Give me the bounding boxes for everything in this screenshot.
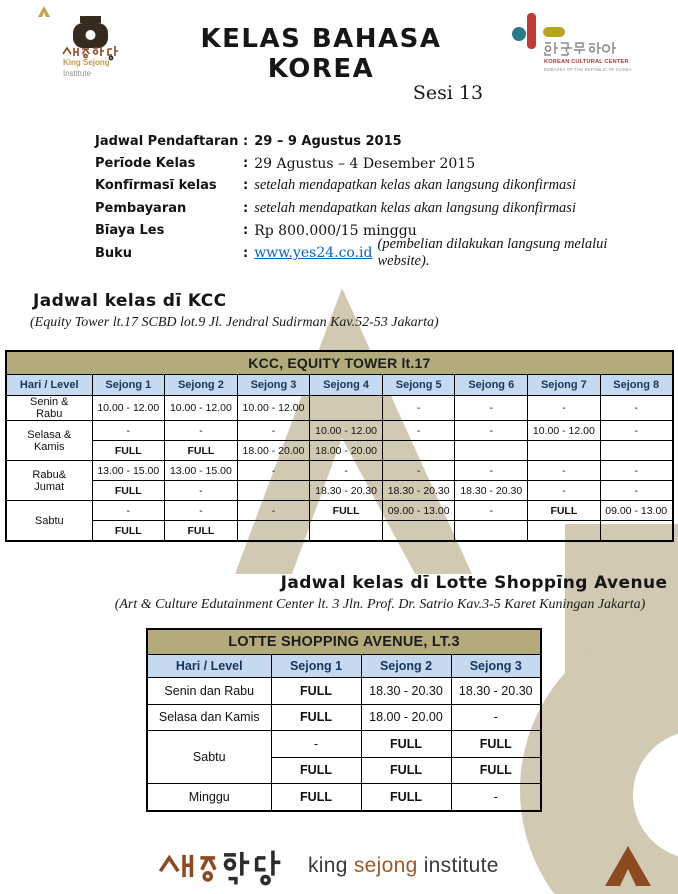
column-header: Sejong 2 <box>361 655 451 678</box>
table-row <box>6 481 673 501</box>
schedule-cell: 10.00 - 12.00 <box>310 421 383 441</box>
column-header: Sejong 5 <box>382 375 455 396</box>
kcc-sub-line: EMBASSY OF THE REPUBLIC OF KOREA <box>544 67 632 72</box>
schedule-cell: - <box>451 784 541 811</box>
schedule-cell: 10.00 - 12.00 <box>528 421 601 441</box>
day-cell: Senin & Rabu <box>6 396 92 421</box>
schedule-cell: 18.30 - 20.30 <box>382 481 455 501</box>
schedule-cell: 18.30 - 20.30 <box>451 678 541 705</box>
day-cell: Sabtu <box>6 501 92 542</box>
schedule-cell: 18.30 - 20.30 <box>361 678 451 705</box>
schedule-cell: - <box>165 501 238 521</box>
schedule-cell: 10.00 - 12.00 <box>237 396 310 421</box>
info-label: Konfīrmasī kelas <box>95 178 217 194</box>
column-header: Sejong 6 <box>455 375 528 396</box>
kcc-schedule-table <box>5 350 674 542</box>
column-header: Sejong 1 <box>271 655 361 678</box>
schedule-cell: FULL <box>528 501 601 521</box>
schedule-cell: FULL <box>310 501 383 521</box>
sejong-jamo-logo-icon <box>158 846 296 886</box>
schedule-cell: FULL <box>451 731 541 758</box>
footer-word-sejong: sejong <box>353 854 418 877</box>
king-sejong-name: King Sejong <box>63 58 110 67</box>
column-header: Sejong 7 <box>528 375 601 396</box>
schedule-cell <box>310 396 383 421</box>
schedule-cell: FULL <box>165 441 238 461</box>
schedule-cell: - <box>165 421 238 441</box>
schedule-cell <box>528 441 601 461</box>
gold-caret-icon <box>38 6 50 17</box>
schedule-cell: - <box>600 421 673 441</box>
bell-hole <box>86 30 96 40</box>
kcc-section-address: (Equity Tower lt.17 SCBD lot.9 Jl. Jendral Sudirman Kav.52-53 Jakarta) <box>30 315 439 330</box>
table-title: LOTTE SHOPPING AVENUE, LT.3 <box>147 629 541 655</box>
schedule-cell <box>600 521 673 542</box>
schedule-cell: - <box>455 396 528 421</box>
schedule-cell: - <box>451 704 541 731</box>
info-value: 29 Agustus – 4 Desember 2015 <box>254 155 476 172</box>
session-label: Sesi 13 <box>412 82 484 104</box>
schedule-cell <box>528 521 601 542</box>
table-row <box>147 784 541 811</box>
info-row-buku <box>95 236 655 270</box>
kcc-hangul-icon <box>545 42 616 55</box>
table-row <box>6 441 673 461</box>
schedule-cell: FULL <box>165 521 238 542</box>
info-value: setelah mendapatkan kelas akan langsung dikonfirmasi <box>254 177 576 194</box>
schedule-cell: 18.00 - 20.00 <box>361 704 451 731</box>
schedule-cell: FULL <box>92 481 165 501</box>
info-row-pembayaran <box>95 197 655 219</box>
schedule-cell <box>455 441 528 461</box>
info-label: Pembayaran <box>95 200 187 216</box>
king-sejong-institute-logo <box>30 4 142 86</box>
info-value: (pembelian dilakukan langsung melalui website). <box>377 236 608 270</box>
schedule-cell <box>237 481 310 501</box>
schedule-cell: FULL <box>271 704 361 731</box>
column-header: Sejong 4 <box>310 375 383 396</box>
schedule-cell <box>600 441 673 461</box>
schedule-cell: - <box>382 461 455 481</box>
schedule-cell: - <box>528 481 601 501</box>
bell-top <box>80 16 101 23</box>
footer-wordmark <box>308 854 499 878</box>
column-header: Sejong 2 <box>165 375 238 396</box>
day-cell: Rabu& Jumat <box>6 461 92 501</box>
table-row <box>147 678 541 705</box>
schedule-cell: FULL <box>271 784 361 811</box>
table-row <box>147 704 541 731</box>
table-row <box>6 501 673 521</box>
schedule-cell <box>455 521 528 542</box>
registration-info-block <box>95 130 655 270</box>
schedule-cell: - <box>528 396 601 421</box>
table-row <box>6 396 673 421</box>
schedule-cell <box>382 441 455 461</box>
schedule-cell <box>310 521 383 542</box>
kcc-olive-bar <box>543 27 565 37</box>
footer-word-king: king <box>308 854 348 877</box>
kcc-teal-dot <box>512 27 526 41</box>
table-row <box>6 461 673 481</box>
schedule-cell: 09.00 - 13.00 <box>382 501 455 521</box>
schedule-cell: - <box>600 461 673 481</box>
kcc-section-heading: Jadwal kelas dī KCC <box>33 291 227 311</box>
schedule-cell: 13.00 - 15.00 <box>165 461 238 481</box>
schedule-cell: - <box>92 421 165 441</box>
table-title: KCC, EQUITY TOWER lt.17 <box>6 351 673 375</box>
info-label: Buku <box>95 245 133 261</box>
column-header: Sejong 1 <box>92 375 165 396</box>
schedule-cell: 10.00 - 12.00 <box>165 396 238 421</box>
schedule-cell: 18.00 - 20.00 <box>310 441 383 461</box>
table-row <box>6 421 673 441</box>
day-cell: Selasa dan Kamis <box>147 704 271 731</box>
day-cell: Senin dan Rabu <box>147 678 271 705</box>
day-cell: Sabtu <box>147 731 271 784</box>
schedule-cell: 09.00 - 13.00 <box>600 501 673 521</box>
info-row-jadwal-pendaftaran <box>95 130 655 152</box>
colon: : <box>243 133 249 149</box>
info-row-konfirmasi-kelas <box>95 175 655 197</box>
schedule-cell: 18.30 - 20.30 <box>310 481 383 501</box>
schedule-cell: - <box>237 501 310 521</box>
king-sejong-institute-word: Institute <box>63 69 92 78</box>
schedule-cell: FULL <box>361 731 451 758</box>
schedule-cell: FULL <box>361 757 451 784</box>
table-row <box>147 731 541 758</box>
colon: : <box>243 245 249 261</box>
schedule-cell: - <box>271 731 361 758</box>
lotte-schedule-table <box>146 628 542 812</box>
schedule-cell: - <box>600 396 673 421</box>
column-header-row <box>147 655 541 678</box>
info-value: 29 – 9 Agustus 2015 <box>254 133 402 149</box>
korean-cultural-center-logo <box>497 10 662 90</box>
colon: : <box>243 178 249 194</box>
schedule-cell: FULL <box>271 678 361 705</box>
kcc-name-line: KOREAN CULTURAL CENTER <box>544 59 629 65</box>
kcc-red-bar <box>527 13 536 49</box>
footer-word-institute: institute <box>423 854 499 877</box>
schedule-cell: - <box>600 481 673 501</box>
info-row-periode-kelas <box>95 152 655 174</box>
schedule-cell: 18.00 - 20.00 <box>237 441 310 461</box>
schedule-cell: 18.30 - 20.30 <box>455 481 528 501</box>
footer-king-sejong-logo <box>158 842 538 890</box>
colon: : <box>243 200 249 216</box>
schedule-cell: - <box>455 501 528 521</box>
schedule-cell: - <box>165 481 238 501</box>
column-header: Hari / Level <box>6 375 92 396</box>
schedule-cell <box>382 521 455 542</box>
table-row <box>6 521 673 542</box>
schedule-cell: FULL <box>361 784 451 811</box>
schedule-cell: FULL <box>451 757 541 784</box>
schedule-cell: - <box>382 421 455 441</box>
day-cell: Minggu <box>147 784 271 811</box>
schedule-cell: FULL <box>271 757 361 784</box>
column-header: Sejong 8 <box>600 375 673 396</box>
day-cell: Selasa & Kamis <box>6 421 92 461</box>
lotte-section-heading: Jadwal kelas dī Lotte Shoppīng Avenue <box>280 573 668 593</box>
yes24-link[interactable]: www.yes24.co.id <box>254 245 373 262</box>
schedule-cell: FULL <box>92 441 165 461</box>
column-header: Sejong 3 <box>237 375 310 396</box>
kcc-logo-icon <box>497 10 662 90</box>
info-label: Perīode Kelas <box>95 156 196 172</box>
schedule-cell: - <box>92 501 165 521</box>
lotte-section-address: (Art & Culture Edutainment Center lt. 3 Jln. Prof. Dr. Satrio Kav.3-5 Karet Kuningan Jakarta) <box>114 597 646 612</box>
colon: : <box>243 156 249 172</box>
page-title: KELAS BAHASA KOREA <box>200 24 442 84</box>
schedule-cell: 13.00 - 15.00 <box>92 461 165 481</box>
schedule-cell <box>237 521 310 542</box>
schedule-cell: - <box>455 461 528 481</box>
schedule-cell: - <box>528 461 601 481</box>
info-label: Bīaya Les <box>95 223 165 239</box>
schedule-cell: - <box>455 421 528 441</box>
info-value: setelah mendapatkan kelas akan langsung dikonfirmasi <box>254 199 576 216</box>
schedule-cell: 10.00 - 12.00 <box>92 396 165 421</box>
info-label: Jadwal Pendaftaran <box>95 133 239 149</box>
column-header: Sejong 3 <box>451 655 541 678</box>
schedule-cell: FULL <box>92 521 165 542</box>
schedule-cell: - <box>237 461 310 481</box>
column-header: Hari / Level <box>147 655 271 678</box>
info-value: Rp 800.000/15 minggu <box>254 222 417 239</box>
schedule-cell: - <box>382 396 455 421</box>
colon: : <box>243 223 249 239</box>
schedule-cell: - <box>237 421 310 441</box>
column-header-row <box>6 375 673 396</box>
schedule-cell: - <box>310 461 383 481</box>
